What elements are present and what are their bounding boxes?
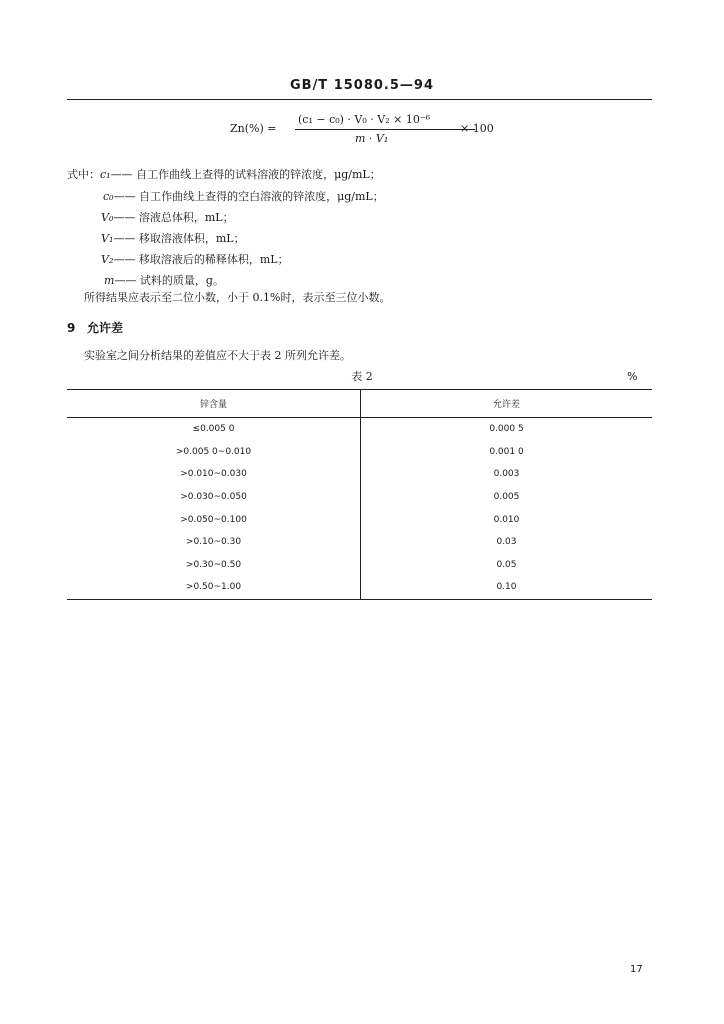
table-row bbox=[67, 486, 652, 509]
table-header-row bbox=[67, 390, 652, 418]
definition-row bbox=[101, 207, 234, 228]
zinc-range-cell: >0.30~0.50 bbox=[67, 554, 361, 577]
definition-symbol: V₀ bbox=[101, 211, 114, 224]
definition-row bbox=[67, 164, 381, 185]
table-row bbox=[67, 531, 652, 554]
definition-text: —— 自工作曲线上查得的试料溶液的锌浓度，μg/mL； bbox=[110, 168, 381, 181]
definition-text: —— 试料的质量，g。 bbox=[114, 274, 224, 287]
definitions-lead: 式中： bbox=[67, 168, 100, 181]
definition-row bbox=[101, 228, 245, 249]
table-unit: % bbox=[627, 370, 638, 383]
tolerance-cell: 0.001 0 bbox=[489, 446, 524, 457]
definition-symbol: c₁ bbox=[100, 168, 111, 181]
tolerance-cell: 0.000 5 bbox=[489, 424, 524, 435]
section-title: 允许差 bbox=[87, 321, 124, 335]
section-heading bbox=[67, 319, 123, 336]
tolerance-table bbox=[67, 389, 652, 600]
table-row bbox=[67, 418, 652, 441]
table-row bbox=[67, 463, 652, 486]
fraction-bar bbox=[295, 129, 475, 130]
zinc-range-cell: >0.50~1.00 bbox=[67, 576, 361, 599]
table-row bbox=[67, 441, 652, 464]
zinc-range-cell: >0.050~0.100 bbox=[67, 508, 361, 531]
page-number: 17 bbox=[630, 964, 643, 975]
tolerance-cell: 0.03 bbox=[496, 537, 517, 548]
formula-multiplier: × 100 bbox=[460, 122, 494, 135]
formula-lhs: Zn(%) = bbox=[230, 122, 277, 135]
definition-text: —— 自工作曲线上查得的空白溶液的锌浓度，μg/mL； bbox=[113, 190, 384, 203]
document-header: GB/T 15080.5—94 bbox=[289, 78, 435, 93]
tolerance-cell: 0.010 bbox=[493, 514, 520, 525]
zinc-range-cell: >0.030~0.050 bbox=[67, 486, 361, 509]
definition-symbol: m bbox=[104, 274, 115, 287]
definition-symbol: V₂ bbox=[101, 253, 114, 266]
zinc-range-cell: >0.010~0.030 bbox=[67, 463, 361, 486]
zinc-range-cell: >0.005 0~0.010 bbox=[67, 441, 361, 464]
formula-denominator: m · V₁ bbox=[355, 132, 389, 145]
tolerance-cell: 0.003 bbox=[493, 469, 520, 480]
table-row bbox=[67, 508, 652, 531]
definition-text: —— 移取溶液后的稀释体积，mL； bbox=[113, 253, 289, 266]
tolerance-cell: 0.005 bbox=[493, 492, 520, 503]
table-caption: 表 2 bbox=[351, 370, 373, 383]
definition-symbol: V₁ bbox=[101, 232, 114, 245]
zinc-range-cell: ≤0.005 0 bbox=[67, 418, 361, 441]
formula-numerator: (c₁ − c₀) · V₀ · V₂ × 10⁻⁶ bbox=[298, 113, 431, 126]
result-precision-note: 所得结果应表示至二位小数，小于 0.1%时，表示至三位小数。 bbox=[84, 291, 391, 304]
header-tolerance: 允许差 bbox=[361, 390, 653, 418]
definition-symbol: c₀ bbox=[103, 190, 114, 203]
table-row bbox=[67, 576, 652, 599]
section-intro: 实验室之间分析结果的差值应不大于表 2 所列允许差。 bbox=[84, 349, 351, 362]
table-row bbox=[67, 554, 652, 577]
header-zinc-content: 锌含量 bbox=[67, 390, 361, 418]
zinc-range-cell: >0.10~0.30 bbox=[67, 531, 361, 554]
section-number: 9 bbox=[67, 321, 76, 335]
definition-row bbox=[103, 186, 384, 207]
header-rule bbox=[67, 99, 652, 100]
definition-text: —— 移取溶液体积，mL； bbox=[113, 232, 245, 245]
tolerance-cell: 0.10 bbox=[361, 576, 653, 599]
definition-row bbox=[104, 270, 224, 291]
definition-text: —— 溶液总体积，mL； bbox=[113, 211, 234, 224]
tolerance-cell: 0.05 bbox=[496, 559, 517, 570]
zinc-formula bbox=[230, 112, 530, 148]
definition-row bbox=[101, 249, 289, 270]
